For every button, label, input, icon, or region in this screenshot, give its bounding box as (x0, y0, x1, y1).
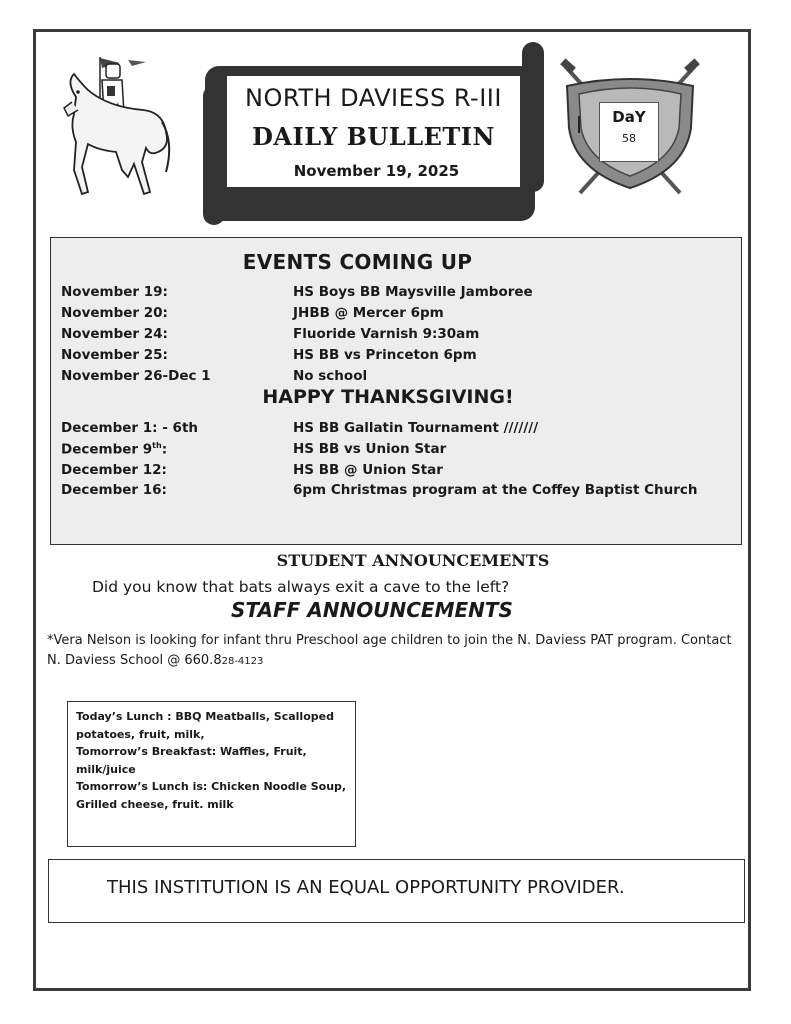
lunch-line: Today’s Lunch : BBQ Meatballs, Scalloped (76, 710, 334, 723)
bulletin-date: November 19, 2025 (293, 162, 460, 180)
event-date-suffix: th (152, 441, 162, 450)
event-date: November 24: (61, 326, 168, 342)
lunch-line: potatoes, fruit, milk, (76, 727, 205, 741)
event-text: JHBB @ Mercer 6pm (293, 305, 444, 321)
event-text: Fluoride Varnish 9:30am (293, 326, 480, 342)
scroll-roll-bottom (203, 85, 225, 225)
student-announcements-title: STUDENT ANNOUNCEMENTS (276, 551, 550, 570)
day-counter (599, 102, 659, 162)
bulletin-title: DAILY BULLETIN (252, 122, 495, 151)
student-announcement-text: Did you know that bats always exit a cave to the left? (92, 578, 510, 596)
day-label: DaY (612, 108, 646, 126)
event-date-main: December 9 (61, 441, 153, 458)
event-text: 6pm Christmas program at the Coffey Baptist Church (293, 482, 698, 498)
staff-announcement-text (47, 631, 747, 672)
knight-on-horse-icon (58, 52, 176, 202)
staff-announcement-body: *Vera Nelson is looking for infant thru Preschool age children to join the N. Daviess PAT program. Contact N. Daviess School @ 660.8 (47, 633, 732, 668)
equal-opportunity-text: THIS INSTITUTION IS AN EQUAL OPPORTUNITY PROVIDER. (107, 877, 625, 898)
event-text: HS BB vs Princeton 6pm (293, 347, 477, 363)
lunch-line: Tomorrow’s Lunch is: Chicken Noodle Soup, (76, 780, 347, 793)
event-text: No school (293, 368, 368, 384)
equal-opportunity-box (48, 859, 745, 923)
school-name: NORTH DAVIESS R-III (245, 84, 502, 112)
event-date-colon: : (161, 441, 168, 458)
event-date: November 25: (61, 347, 168, 363)
event-text: HS BB Gallatin Tournament /////// (293, 420, 539, 436)
event-text: HS BB @ Union Star (293, 462, 443, 478)
event-date (61, 441, 167, 458)
lunch-line: Grilled cheese, fruit. milk (76, 797, 234, 811)
staff-phone-tail: 28-4123 (221, 656, 264, 667)
event-date: December 1: - 6th (61, 420, 199, 436)
lunch-line: milk/juice (76, 762, 136, 776)
event-date: December 12: (61, 462, 167, 478)
event-text: HS BB vs Union Star (293, 441, 447, 457)
events-title: EVENTS COMING UP (242, 250, 473, 274)
event-date: November 20: (61, 305, 168, 321)
bulletin-title-box (225, 74, 522, 189)
day-number: 58 (622, 132, 636, 145)
event-text: HS Boys BB Maysville Jamboree (293, 284, 533, 300)
holiday-heading: HAPPY THANKSGIVING! (262, 386, 514, 408)
event-date: November 26-Dec 1 (61, 368, 211, 384)
lunch-line: Tomorrow’s Breakfast: Waffles, Fruit, (76, 745, 307, 758)
event-date: December 16: (61, 482, 167, 498)
staff-announcements-title: STAFF ANNOUNCEMENTS (231, 598, 513, 622)
lunch-menu-box (67, 701, 356, 847)
event-date: November 19: (61, 284, 168, 300)
